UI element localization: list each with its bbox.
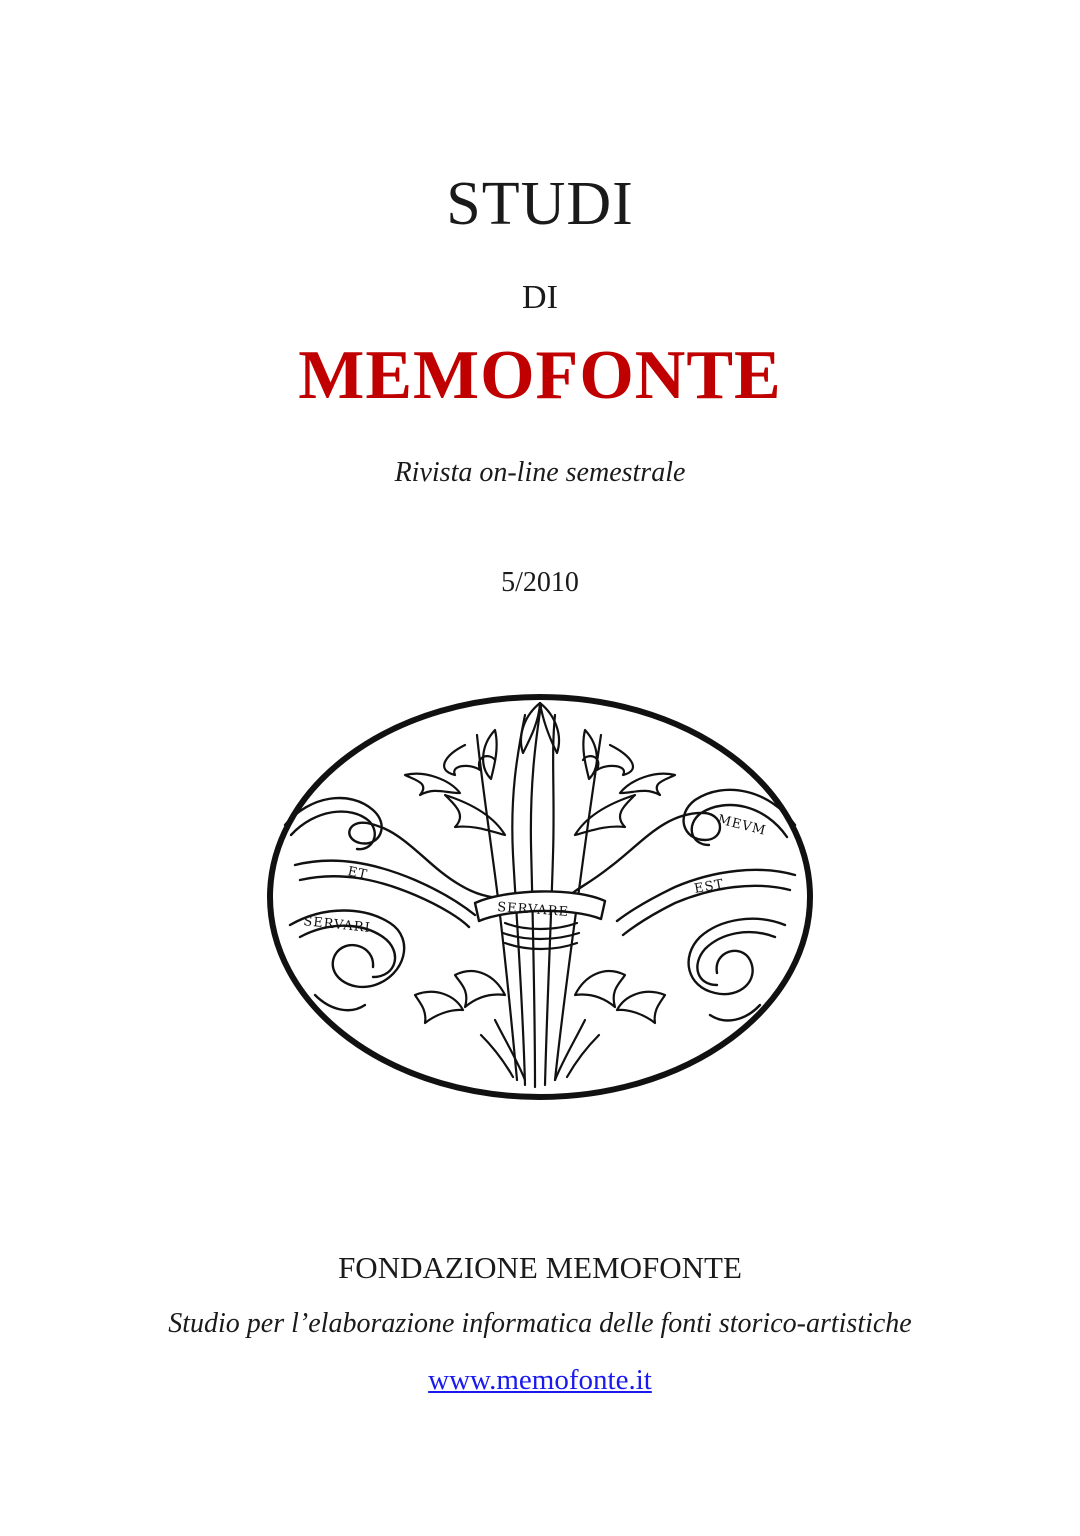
motto-et: ET: [346, 864, 370, 884]
title-studi: STUDI: [446, 170, 634, 238]
title-di: DI: [522, 279, 558, 316]
issue-number: 5/2010: [501, 567, 579, 598]
motto-mevm: MEVM: [716, 812, 768, 839]
motto-servari: SERVARI: [302, 914, 372, 937]
website-line: [0, 1362, 1080, 1398]
journal-subtitle: Rivista on-line semestrale: [394, 457, 686, 488]
laurel-bundle-emblem: [255, 675, 825, 1115]
motto-est: EST: [693, 876, 726, 897]
foundation-name: FONDAZIONE MEMOFONTE: [338, 1250, 742, 1285]
website-link[interactable]: www.memofonte.it: [428, 1364, 652, 1396]
motto-servare: SERVARE: [496, 900, 570, 921]
title-memofonte: MEMOFONTE: [298, 337, 782, 414]
foundation-tagline: Studio per l’elaborazione informatica delle fonti storico-artistiche: [168, 1308, 912, 1339]
left-ribbon: [285, 798, 505, 1010]
